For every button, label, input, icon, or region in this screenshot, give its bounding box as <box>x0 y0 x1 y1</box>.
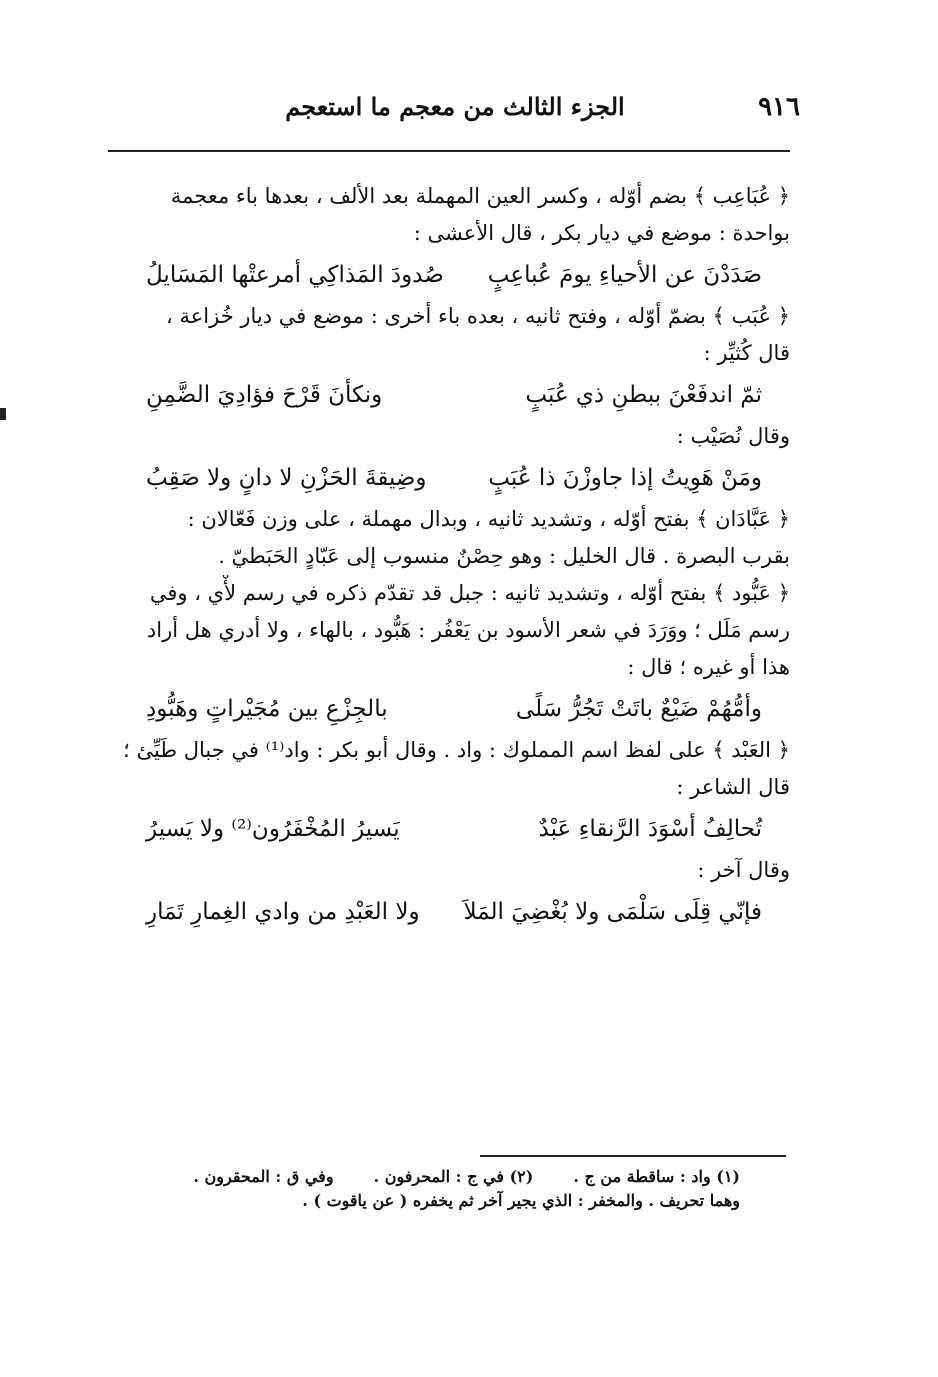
text-line: وقال آخر : <box>697 858 790 882</box>
text-line: ﴿ العَبْد ﴾ على لفظ اسم المملوك : واد . وقال أبو بكر : واد⁽¹⁾ في جبال طَيِّئ ؛ <box>123 738 790 762</box>
text-line: بواحدة : موضع في ديار بكر ، قال الأعشى : <box>413 221 790 245</box>
verse-second-hemistich: ونكأنَ قَرْحَ فؤادِيَ الضَّمِنِ <box>146 382 383 408</box>
verse-first-hemistich: ثمّ اندفَعْنَ ببطنِ ذي عُبَبٍ <box>525 382 762 408</box>
text-line: هذا أو غيره ؛ قال : <box>627 655 790 679</box>
page-header <box>110 92 800 142</box>
verse <box>118 372 790 418</box>
footnote-1: (١) واد : ساقطة من ج . <box>573 1167 740 1186</box>
dictionary-body <box>118 178 790 935</box>
verse-first-hemistich: صَدَدْنَ عن الأحياءِ يومَ عُباعِبٍ <box>487 262 762 288</box>
verse-first-hemistich: ومَنْ هَوِيتُ إذا جاوزْنَ ذا عُبَبٍ <box>488 465 762 491</box>
verse <box>118 889 790 935</box>
verse-second-hemistich: صُدودَ المَذاكِي أمرعتْها المَسَايلُ <box>146 262 444 288</box>
footnote-rule <box>480 1155 786 1157</box>
verse-first-hemistich: تُحالِفُ أسْوَدَ الرَّنقاءِ عَبْدٌ <box>538 816 762 842</box>
text-line: ﴿ عُبَاعِب ﴾ بضم أوّله ، وكسر العين المهملة بعد الألف ، بعدها باء معجمة <box>170 184 790 208</box>
running-title: الجزء الثالث من معجم ما استعجم <box>285 92 625 121</box>
verse-second-hemistich: بالجِزْعِ بين مُجَيْراتٍ وهَبُّودِ <box>146 696 388 722</box>
verse-second-hemistich: وضِيقةَ الحَزْنِ لا دانٍ ولا صَقِبُ <box>146 465 427 491</box>
header-rule <box>108 150 790 152</box>
text-line: ﴿ عَبَّادَان ﴾ بفتح أوّله ، وتشديد ثانيه ، وبدال مهملة ، على وزن فَعّالان : <box>187 507 790 531</box>
scan-edge-mark <box>0 408 6 420</box>
verse <box>118 455 790 501</box>
text-line: قال كُثيِّر : <box>703 341 790 365</box>
footnotes <box>120 1165 740 1213</box>
verse <box>118 686 790 732</box>
verse <box>118 806 790 852</box>
verse-second-hemistich: يَسيرُ المُخْفَرُون⁽²⁾ ولا يَسيرُ <box>146 816 400 842</box>
footnote-2-variant: وفي ق : المحقرون . <box>193 1167 334 1186</box>
verse-second-hemistich: ولا العَبْدِ من وادي الغِمارِ تَمَارِ <box>146 899 420 925</box>
text-line: ﴿ عُبَب ﴾ بضمّ أوّله ، وفتح ثانيه ، بعده باء أخرى : موضع في ديار خُزاعة ، <box>166 304 790 328</box>
verse-first-hemistich: وأمُّهُمْ ضَيْعٌ باتَتْ تَجُرُّ سَلًى <box>515 696 762 722</box>
text-line: ﴿ عَبُّود ﴾ بفتح أوّله ، وتشديد ثانيه : جبل قد تقدّم ذكره في رسم لأْي ، وفي <box>149 581 790 605</box>
text-line: رسم مَلَل ؛ ووَرَدَ في شعر الأسود بن يَعْفُر : هَبُّود ، بالهاء ، ولا أدري هل أراد <box>146 618 790 642</box>
text-line: قال الشاعر : <box>676 775 790 799</box>
verse <box>118 252 790 298</box>
verse-first-hemistich: فإنّي قِلَى سَلْمَى ولا بُغْضِيَ المَلاَ <box>463 899 762 925</box>
footnote-2: (٢) في ج : المحرفون . <box>373 1167 534 1186</box>
text-line: وقال نُصَيْب : <box>676 424 790 448</box>
text-line: بقرب البصرة . قال الخليل : وهو حِصْنٌ منسوب إلى عَبّادٍ الحَبَطيّ . <box>218 544 790 568</box>
footnote-row <box>120 1165 740 1189</box>
footnote-2-note: وهما تحريف . والمخفر : الذي يجير آخر ثم يخفره ( عن ياقوت ) . <box>302 1191 740 1210</box>
page-number: ٩١٦ <box>758 92 800 122</box>
